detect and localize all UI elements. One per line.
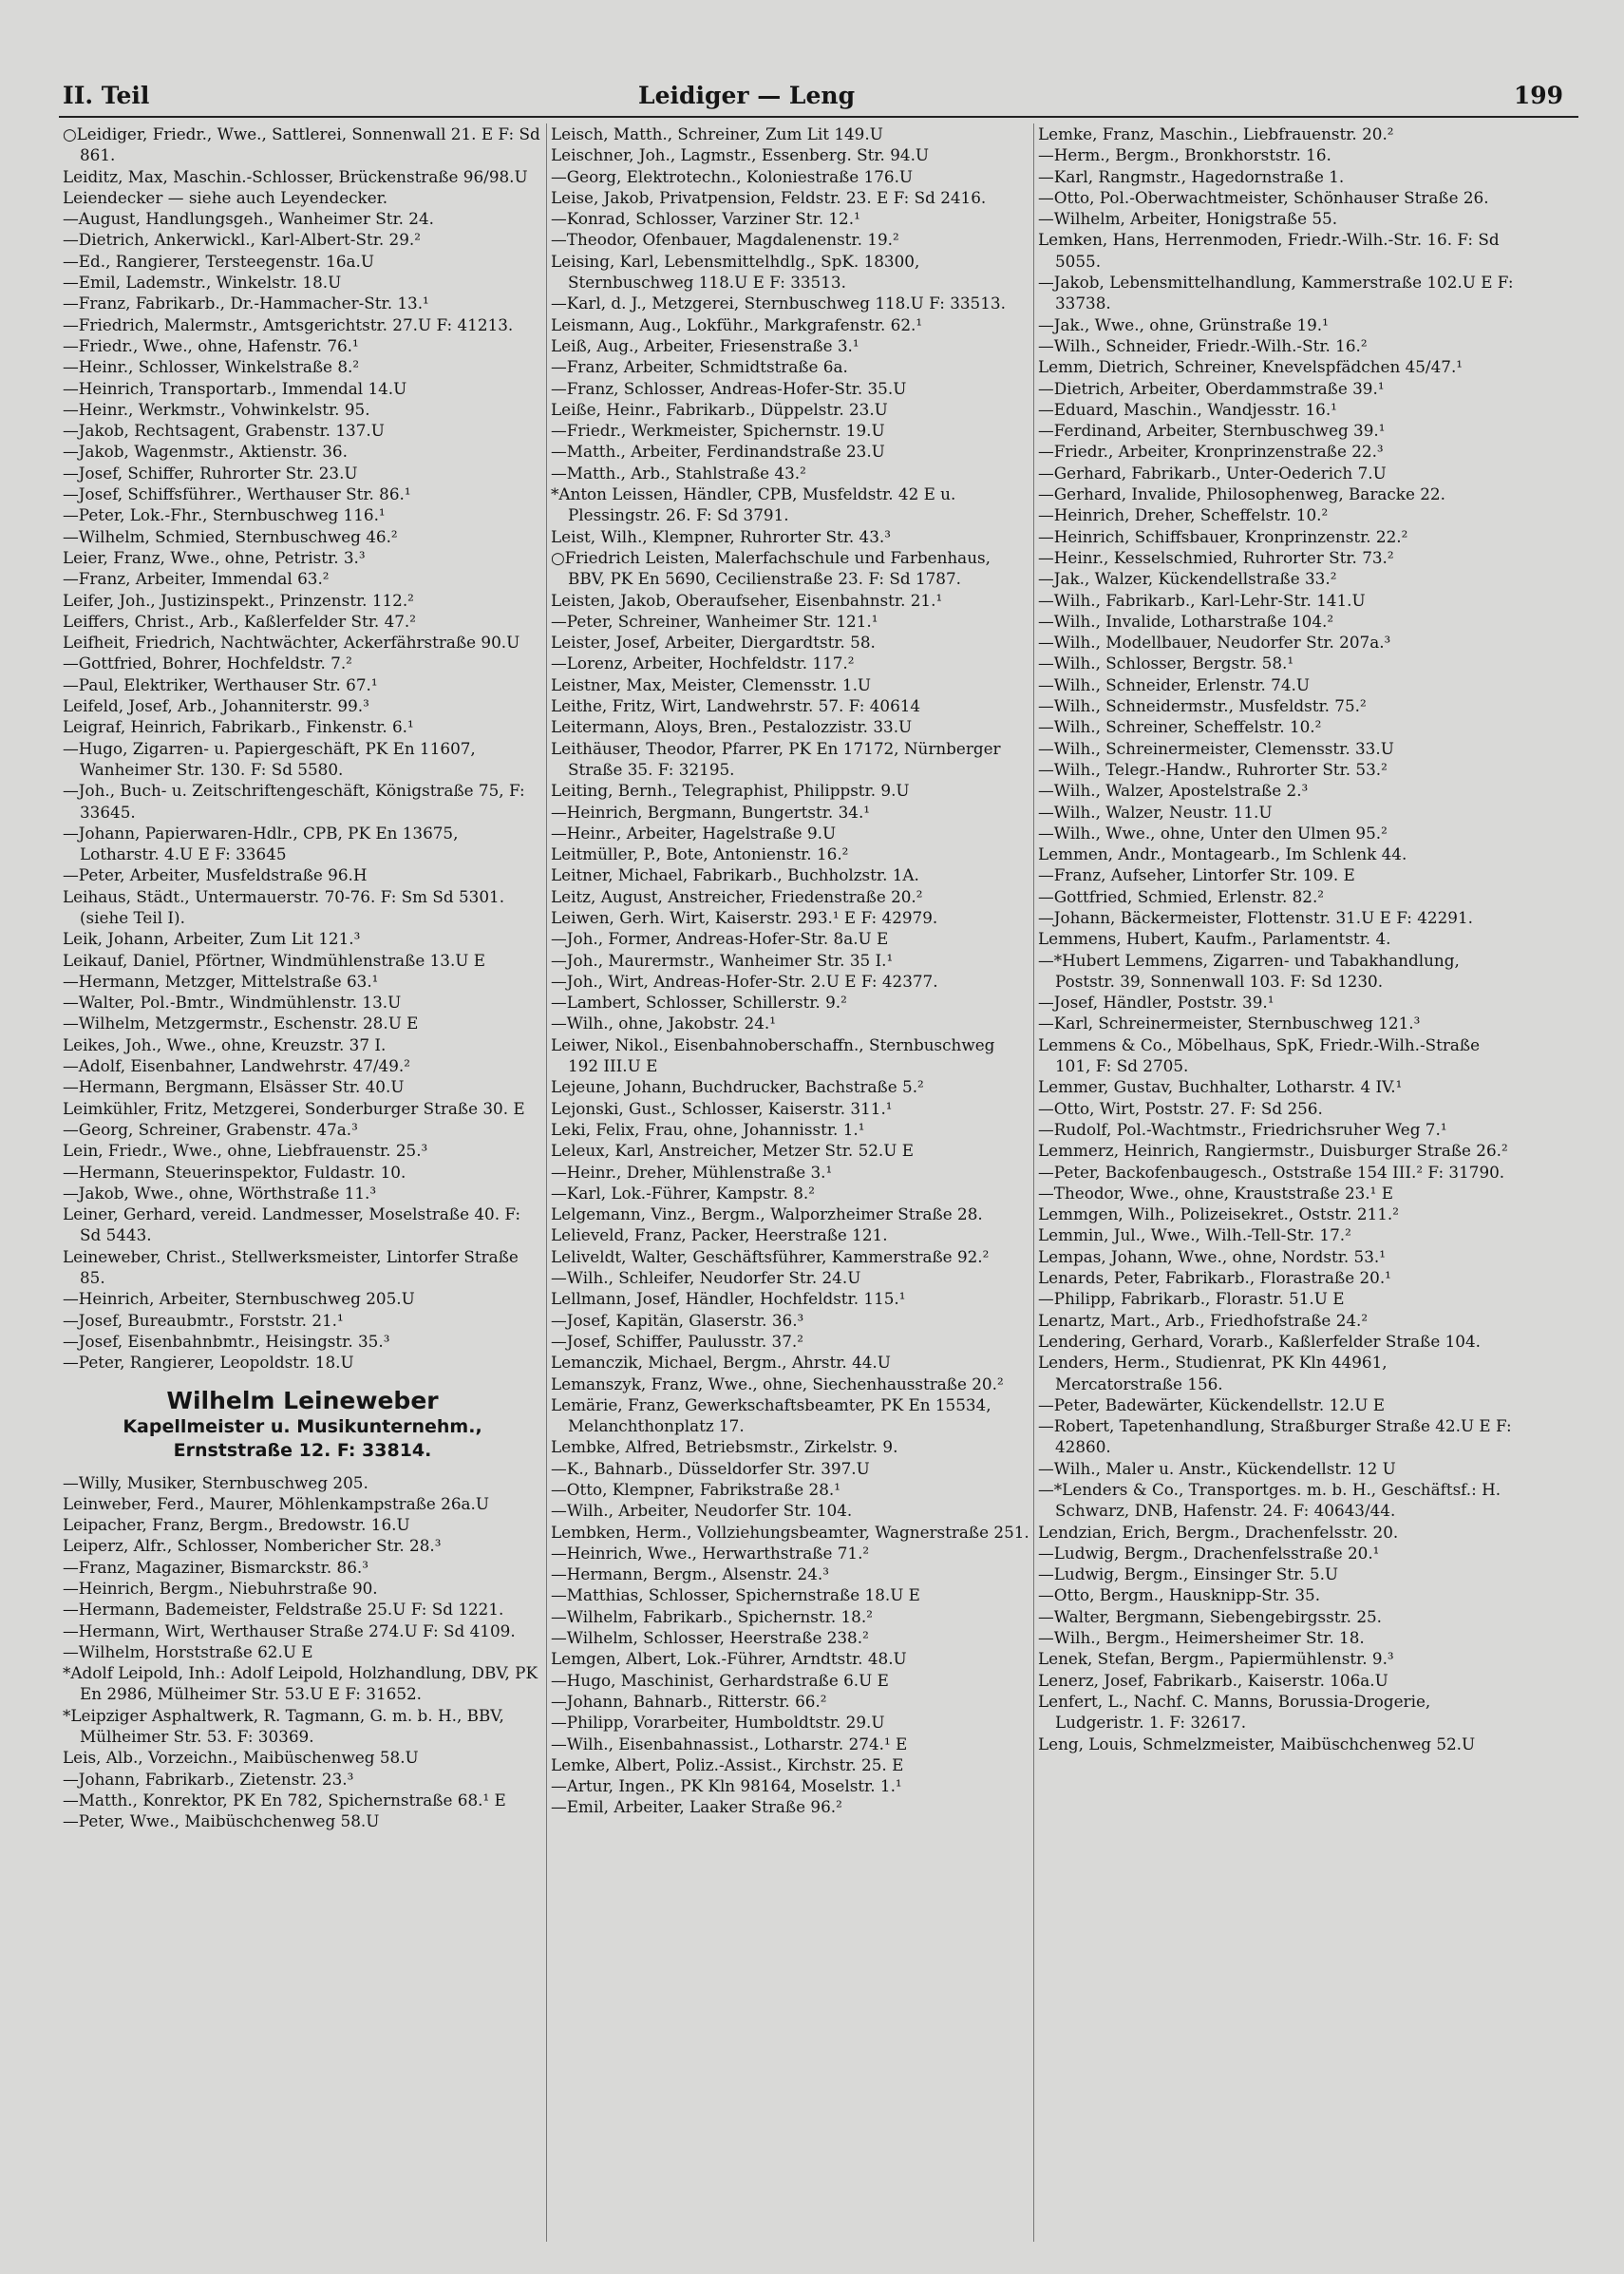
directory-entry: Leikes, Joh., Wwe., ohne, Kreuzstr. 37 I.	[63, 1034, 387, 1054]
directory-entry: Lejeune, Johann, Buchdrucker, Bachstraße 5.²	[551, 1077, 924, 1097]
directory-entry: —Ludwig, Bergm., Drachenfelsstraße 20.¹	[1038, 1543, 1380, 1563]
directory-entry: Lellmann, Josef, Händler, Hochfeldstr. 115.¹	[551, 1289, 906, 1309]
directory-entry: Lemmer, Gustav, Buchhalter, Lotharstr. 4 IV.¹	[1038, 1077, 1403, 1097]
directory-entry: —Karl, Rangmstr., Hagedornstraße 1.	[1038, 166, 1345, 186]
directory-entry: —Ferdinand, Arbeiter, Sternbuschweg 39.¹	[1038, 421, 1386, 441]
directory-entry: Leise, Jakob, Privatpension, Feldstr. 23. E F: Sd 2416.	[551, 187, 987, 207]
directory-entry: Lenfert, L., Nachf. C. Manns, Borussia-Drogerie, Ludgeristr. 1. F: 32617.	[1038, 1691, 1431, 1733]
directory-entry: Leiwer, Nikol., Eisenbahnoberschaffn., Sternbuschweg 192 III.U E	[551, 1034, 995, 1076]
directory-entry: —Wilh., Invalide, Lotharstraße 104.²	[1038, 611, 1334, 631]
directory-entry: —Wilh., Bergm., Heimersheimer Str. 18.	[1038, 1628, 1365, 1648]
directory-entry: Leitmüller, P., Bote, Antonienstr. 16.²	[551, 844, 849, 864]
directory-entry: —Lorenz, Arbeiter, Hochfeldstr. 117.²	[551, 654, 855, 673]
directory-entry: —Peter, Backofenbaugesch., Oststraße 154 III.² F: 31790.	[1038, 1162, 1505, 1182]
directory-entry: Lemanszyk, Franz, Wwe., ohne, Siechenhausstraße 20.²	[551, 1374, 1004, 1393]
directory-entry: —Heinrich, Wwe., Herwarthstraße 71.²	[551, 1543, 870, 1563]
directory-entry: Lelieveld, Franz, Packer, Heerstraße 121.	[551, 1225, 888, 1245]
directory-entry: —Artur, Ingen., PK Kln 98164, Moselstr. 1.¹	[551, 1776, 902, 1796]
directory-entry: —K., Bahnarb., Düsseldorfer Str. 397.U	[551, 1458, 870, 1478]
directory-entry: —Wilh., Walzer, Apostelstraße 2.³	[1038, 781, 1309, 801]
directory-entry: —Franz, Arbeiter, Immendal 63.²	[63, 569, 330, 589]
directory-entry: —Wilhelm, Schmied, Sternbuschweg 46.²	[63, 526, 398, 546]
directory-entry: —Jakob, Rechtsagent, Grabenstr. 137.U	[63, 421, 385, 441]
directory-entry: Lemanczik, Michael, Bergm., Ahrstr. 44.U	[551, 1353, 891, 1373]
directory-entry: Leister, Josef, Arbeiter, Diergardtstr. 58.	[551, 633, 876, 653]
directory-entry: —Wilh., Schneider, Erlenstr. 74.U	[1038, 674, 1311, 694]
ad-line-2: Ernststraße 12. F: 33814.	[173, 1439, 432, 1461]
directory-entry: —Heinr., Kesselschmied, Ruhrorter Str. 73.²	[1038, 547, 1394, 567]
directory-entry: —Dietrich, Ankerwickl., Karl-Albert-Str. 29.²	[63, 230, 421, 250]
directory-entry: Leineweber, Christ., Stellwerksmeister, Lintorfer Straße 85.	[63, 1246, 519, 1288]
directory-entry: Lemke, Franz, Maschin., Liebfrauenstr. 20.²	[1038, 124, 1394, 143]
directory-entry: —Heinrich, Bergmann, Bungertstr. 34.¹	[551, 802, 871, 822]
directory-entry: —Wilhelm, Horststraße 62.U E	[63, 1641, 313, 1661]
directory-entry: —Wilh., Arbeiter, Neudorfer Str. 104.	[551, 1501, 853, 1521]
directory-entry: —Dietrich, Arbeiter, Oberdammstraße 39.¹	[1038, 378, 1385, 398]
directory-entry: —Walter, Bergmann, Siebengebirgsstr. 25.	[1038, 1606, 1383, 1626]
directory-entry: —Heinr., Arbeiter, Hagelstraße 9.U	[551, 823, 837, 843]
directory-entry: Leik, Johann, Arbeiter, Zum Lit 121.³	[63, 929, 361, 949]
directory-entry: Leier, Franz, Wwe., ohne, Petristr. 3.³	[63, 547, 366, 567]
directory-entry: —Hermann, Metzger, Mittelstraße 63.¹	[63, 971, 379, 991]
directory-entry: —Matthias, Schlosser, Spichernstraße 18.U E	[551, 1585, 920, 1605]
directory-entry: Lenders, Herm., Studienrat, PK Kln 44961, Mercatorstraße 156.	[1038, 1353, 1388, 1393]
directory-entry: Leifer, Joh., Justizinspekt., Prinzenstr. 112.²	[63, 590, 414, 610]
directory-entry: —Franz, Arbeiter, Schmidtstraße 6a.	[551, 357, 848, 377]
directory-entry: —Hermann, Bergmann, Elsässer Str. 40.U	[63, 1077, 405, 1097]
directory-entry: —*Lenders & Co., Transportges. m. b. H., Geschäftsf.: H. Schwarz, DNB, Hafenstr. 24. F: 40643/44.	[1038, 1480, 1501, 1521]
directory-entry: —Wilh., Fabrikarb., Karl-Lehr-Str. 141.U	[1038, 590, 1366, 610]
directory-entry: Leng, Louis, Schmelzmeister, Maibüschchenweg 52.U	[1038, 1734, 1476, 1753]
directory-entry: —Georg, Elektrotechn., Koloniestraße 176.U	[551, 166, 914, 186]
directory-entry: —Karl, d. J., Metzgerei, Sternbuschweg 118.U F: 33513.	[551, 294, 1006, 313]
directory-entry: Lein, Friedr., Wwe., ohne, Liebfrauenstr. 25.³	[63, 1141, 428, 1161]
directory-entry: —Emil, Lademstr., Winkelstr. 18.U	[63, 273, 342, 293]
part-label: II. Teil	[63, 82, 150, 109]
directory-entry: —Otto, Pol.-Oberwachtmeister, Schönhauser Straße 26.	[1038, 187, 1489, 207]
directory-entry: —Gottfried, Bohrer, Hochfeldstr. 7.²	[63, 654, 352, 673]
directory-entry: —Josef, Bureaubmtr., Forststr. 21.¹	[63, 1310, 344, 1330]
directory-entry: —Wilh., Schneider, Friedr.-Wilh.-Str. 16.²	[1038, 335, 1368, 355]
directory-entry: —Franz, Aufseher, Lintorfer Str. 109. E	[1038, 865, 1355, 885]
directory-entry: —Joh., Maurermstr., Wanheimer Str. 35 I.¹	[551, 950, 894, 970]
directory-entry: Leithe, Fritz, Wirt, Landwehrstr. 57. F: 40614	[551, 696, 921, 716]
directory-entry: —Wilh., Telegr.-Handw., Ruhrorter Str. 53.²	[1038, 759, 1388, 779]
directory-entry: —Jak., Wwe., ohne, Grünstraße 19.¹	[1038, 314, 1329, 334]
directory-entry: —Karl, Lok.-Führer, Kampstr. 8.²	[551, 1183, 815, 1203]
directory-entry: —Ludwig, Bergm., Einsinger Str. 5.U	[1038, 1564, 1339, 1584]
directory-entry: —Peter, Rangierer, Leopoldstr. 18.U	[63, 1353, 354, 1373]
directory-entry: Lemmens, Hubert, Kaufm., Parlamentstr. 4.	[1038, 929, 1391, 949]
directory-entry: —Emil, Arbeiter, Laaker Straße 96.²	[551, 1797, 842, 1817]
directory-entry: —Joh., Buch- u. Zeitschriftengeschäft, Königstraße 75, F: 33645.	[63, 781, 525, 822]
directory-entry: —Jakob, Wagenmstr., Aktienstr. 36.	[63, 442, 348, 462]
directory-entry: —Jakob, Lebensmittelhandlung, Kammerstraße 102.U E F: 33738.	[1038, 273, 1514, 313]
name-range: Leidiger — Leng	[638, 82, 856, 109]
directory-entry: —Franz, Schlosser, Andreas-Hofer-Str. 35.U	[551, 378, 907, 398]
directory-entry: —Wilh., Schneidermstr., Musfeldstr. 75.²	[1038, 696, 1367, 716]
directory-entry: —Friedr., Arbeiter, Kronprinzenstraße 22.³	[1038, 442, 1384, 462]
directory-entry: Lendering, Gerhard, Vorarb., Kaßlerfelder Straße 104.	[1038, 1331, 1481, 1351]
directory-entry: —Heinr., Schlosser, Winkelstraße 8.²	[63, 357, 360, 377]
directory-entry: —Wilh., Schleifer, Neudorfer Str. 24.U	[551, 1268, 861, 1288]
directory-entry: Lelgemann, Vinz., Bergm., Walporzheimer Straße 28.	[551, 1204, 983, 1224]
directory-entry: ○Friedrich Leisten, Malerfachschule und Farbenhaus, BBV, PK En 5690, Cecilienstraße 23. F: Sd 1787.	[551, 547, 991, 589]
directory-entry: —Walter, Pol.-Bmtr., Windmühlenstr. 13.U	[63, 993, 402, 1013]
directory-entry: Leleux, Karl, Anstreicher, Metzer Str. 52.U E	[551, 1141, 914, 1161]
directory-entry: Leiffers, Christ., Arb., Kaßlerfelder Str. 47.²	[63, 611, 416, 631]
directory-entry: —Friedrich, Malermstr., Amtsgerichtstr. 27.U F: 41213.	[63, 314, 514, 334]
directory-entry: Leisten, Jakob, Oberaufseher, Eisenbahnstr. 21.¹	[551, 590, 943, 610]
directory-entry: —Gerhard, Fabrikarb., Unter-Oederich 7.U	[1038, 463, 1387, 483]
directory-entry: —Wilhelm, Metzgermstr., Eschenstr. 28.U E	[63, 1014, 419, 1033]
directory-entry: —Hugo, Maschinist, Gerhardstraße 6.U E	[551, 1670, 889, 1690]
directory-entry: Lemken, Hans, Herrenmoden, Friedr.-Wilh.-Str. 16. F: Sd 5055.	[1038, 230, 1500, 271]
directory-entry: Leigraf, Heinrich, Fabrikarb., Finkenstr. 6.¹	[63, 717, 414, 737]
directory-entry: Leiendecker — siehe auch Leyendecker.	[63, 187, 388, 207]
directory-entry: Lembken, Herm., Vollziehungsbeamter, Wagnerstraße 251.	[551, 1522, 1029, 1542]
directory-entry: —Jak., Walzer, Kückendellstraße 33.²	[1038, 569, 1337, 589]
directory-entry: —Friedr., Werkmeister, Spichernstr. 19.U	[551, 421, 885, 441]
directory-entry: —Hugo, Zigarren- u. Papiergeschäft, PK En 11607, Wanheimer Str. 130. F: Sd 5580.	[63, 738, 476, 779]
page-header	[59, 76, 1578, 118]
directory-entry: Lembke, Alfred, Betriebsmstr., Zirkelstr. 9.	[551, 1437, 898, 1457]
directory-entry: —Eduard, Maschin., Wandjesstr. 16.¹	[1038, 399, 1337, 419]
directory-entry: —Peter, Badewärter, Kückendellstr. 12.U E	[1038, 1394, 1385, 1414]
directory-entry: Lendzian, Erich, Bergm., Drachenfelsstr. 20.	[1038, 1522, 1399, 1542]
directory-entry: —Heinrich, Transportarb., Immendal 14.U	[63, 378, 407, 398]
columns	[59, 123, 1578, 2242]
column-3	[1033, 123, 1520, 2242]
directory-entry: Lemke, Albert, Poliz.-Assist., Kirchstr. 25. E	[551, 1754, 904, 1774]
directory-entry: —Johann, Bahnarb., Ritterstr. 66.²	[551, 1691, 827, 1711]
directory-entry: —Wilh., Maler u. Anstr., Kückendellstr. 12 U	[1038, 1458, 1396, 1478]
directory-entry: —Wilh., Walzer, Neustr. 11.U	[1038, 802, 1273, 822]
directory-entry: Leiwen, Gerh. Wirt, Kaiserstr. 293.¹ E F: 42979.	[551, 907, 938, 927]
directory-entry: —Theodor, Wwe., ohne, Krauststraße 23.¹ E	[1038, 1183, 1393, 1203]
directory-entry: —Wilh., Schreinermeister, Clemensstr. 33.U	[1038, 738, 1394, 758]
directory-entry: —Matth., Arb., Stahlstraße 43.²	[551, 463, 806, 483]
directory-entry: —Wilh., Eisenbahnassist., Lotharstr. 274.¹ E	[551, 1734, 908, 1753]
directory-entry: *Anton Leissen, Händler, CPB, Musfeldstr. 42 E u. Plessingstr. 26. F: Sd 3791.	[551, 484, 956, 525]
directory-entry: Leikauf, Daniel, Pförtner, Windmühlenstraße 13.U E	[63, 950, 486, 970]
directory-entry: —Peter, Lok.-Fhr., Sternbuschweg 116.¹	[63, 505, 386, 525]
directory-entry: —Peter, Wwe., Maibüschchenweg 58.U	[63, 1811, 380, 1831]
directory-entry: Leisch, Matth., Schreiner, Zum Lit 149.U	[551, 124, 883, 143]
directory-entry: —Heinrich, Dreher, Scheffelstr. 10.²	[1038, 505, 1329, 525]
column-1	[59, 123, 546, 2242]
directory-entry: —Georg, Schreiner, Grabenstr. 47a.³	[63, 1119, 358, 1139]
directory-entry: —Josef, Kapitän, Glaserstr. 36.³	[551, 1310, 804, 1330]
directory-entry: —Jakob, Wwe., ohne, Wörthstraße 11.³	[63, 1183, 377, 1203]
directory-entry: —Philipp, Vorarbeiter, Humboldtstr. 29.U	[551, 1713, 885, 1733]
directory-entry: Lejonski, Gust., Schlosser, Kaiserstr. 311.¹	[551, 1098, 893, 1118]
directory-entry: —Franz, Fabrikarb., Dr.-Hammacher-Str. 13.¹	[63, 294, 429, 313]
directory-entry: Leitner, Michael, Fabrikarb., Buchholzstr. 1A.	[551, 865, 919, 885]
directory-entry: —Konrad, Schlosser, Varziner Str. 12.¹	[551, 209, 860, 229]
directory-entry: Leiperz, Alfr., Schlosser, Nombericher Str. 28.³	[63, 1536, 442, 1556]
directory-entry: —Rudolf, Pol.-Wachtmstr., Friedrichsruher Weg 7.¹	[1038, 1119, 1447, 1139]
directory-entry: —Robert, Tapetenhandlung, Straßburger Straße 42.U E F: 42860.	[1038, 1416, 1512, 1457]
directory-entry: ○Leidiger, Friedr., Wwe., Sattlerei, Sonnenwall 21. E F: Sd 861.	[63, 124, 540, 165]
directory-entry: —Willy, Musiker, Sternbuschweg 205.	[63, 1472, 368, 1492]
directory-entry: —Hermann, Bergm., Alsenstr. 24.³	[551, 1564, 829, 1584]
directory-entry: —Joh., Wirt, Andreas-Hofer-Str. 2.U E F: 42377.	[551, 971, 938, 991]
directory-entry: —Hermann, Wirt, Werthauser Straße 274.U F: Sd 4109.	[63, 1620, 516, 1640]
directory-entry: —*Hubert Lemmens, Zigarren- und Tabakhandlung, Poststr. 39, Sonnenwall 103. F: Sd 1230.	[1038, 950, 1460, 991]
directory-entry: —Josef, Schiffer, Ruhrorter Str. 23.U	[63, 463, 358, 483]
directory-entry: —Josef, Schiffsführer., Werthauser Str. 86.¹	[63, 484, 411, 504]
directory-entry: Lemmen, Andr., Montagearb., Im Schlenk 44.	[1038, 844, 1407, 864]
directory-entry: —Gerhard, Invalide, Philosophenweg, Baracke 22.	[1038, 484, 1445, 504]
directory-entry: —Wilh., Schreiner, Scheffelstr. 10.²	[1038, 717, 1322, 737]
directory-entry: Leithäuser, Theodor, Pfarrer, PK En 17172, Nürnberger Straße 35. F: 32195.	[551, 738, 1001, 779]
directory-entry: —Theodor, Ofenbauer, Magdalenenstr. 19.²	[551, 230, 899, 250]
directory-entry: —Wilh., Schlosser, Bergstr. 58.¹	[1038, 654, 1294, 673]
directory-entry: Leimkühler, Fritz, Metzgerei, Sonderburger Straße 30. E	[63, 1098, 525, 1118]
directory-entry: Leiße, Heinr., Fabrikarb., Düppelstr. 23.U	[551, 399, 888, 419]
directory-entry: Lemmens & Co., Möbelhaus, SpK, Friedr.-Wilh.-Straße 101, F: Sd 2705.	[1038, 1034, 1481, 1076]
directory-entry: *Adolf Leipold, Inh.: Adolf Leipold, Holzhandlung, DBV, PK En 2986, Mülheimer Str. 53.U E F: 31652.	[63, 1663, 538, 1704]
directory-entry: Leifheit, Friedrich, Nachtwächter, Ackerfährstraße 90.U	[63, 633, 520, 653]
directory-entry: Lempas, Johann, Wwe., ohne, Nordstr. 53.¹	[1038, 1246, 1386, 1266]
directory-entry: —Gottfried, Schmied, Erlenstr. 82.²	[1038, 886, 1325, 906]
ad-name: Wilhelm Leineweber	[166, 1386, 439, 1414]
directory-entry: —Matth., Arbeiter, Ferdinandstraße 23.U	[551, 442, 885, 462]
directory-entry: Leki, Felix, Frau, ohne, Johannisstr. 1.¹	[551, 1119, 865, 1139]
directory-entry: —Peter, Schreiner, Wanheimer Str. 121.¹	[551, 611, 878, 631]
directory-entry: —Friedr., Wwe., ohne, Hafenstr. 76.¹	[63, 335, 359, 355]
directory-entry: —Josef, Schiffer, Paulusstr. 37.²	[551, 1331, 803, 1351]
directory-entry: Leistner, Max, Meister, Clemensstr. 1.U	[551, 674, 872, 694]
directory-entry: Leifeld, Josef, Arb., Johanniterstr. 99.³	[63, 696, 369, 716]
directory-entry: Leipacher, Franz, Bergm., Bredowstr. 16.U	[63, 1515, 410, 1535]
directory-entry: Lemmerz, Heinrich, Rangiermstr., Duisburger Straße 26.²	[1038, 1141, 1508, 1161]
directory-entry: —Heinr., Werkmstr., Vohwinkelstr. 95.	[63, 399, 370, 419]
directory-entry: Leitermann, Aloys, Bren., Pestalozzistr. 33.U	[551, 717, 913, 737]
directory-entry: Leiting, Bernh., Telegraphist, Philippstr. 9.U	[551, 781, 910, 801]
directory-entry: —Wilh., ohne, Jakobstr. 24.¹	[551, 1014, 776, 1033]
directory-entry: —Ed., Rangierer, Tersteegenstr. 16a.U	[63, 251, 375, 271]
ad-line-1: Kapellmeister u. Musikunternehm.,	[123, 1415, 482, 1437]
directory-entry: Leliveldt, Walter, Geschäftsführer, Kammerstraße 92.²	[551, 1246, 990, 1266]
directory-entry: Leitz, August, Anstreicher, Friedenstraße 20.²	[551, 886, 923, 906]
directory-entry: —Heinrich, Arbeiter, Sternbuschweg 205.U	[63, 1289, 415, 1309]
directory-entry: Leis, Alb., Vorzeichn., Maibüschenweg 58.U	[63, 1748, 419, 1768]
directory-entry: —Otto, Wirt, Poststr. 27. F: Sd 256.	[1038, 1098, 1323, 1118]
directory-entry: —Paul, Elektriker, Werthauser Str. 67.¹	[63, 674, 378, 694]
directory-entry: —Hermann, Bademeister, Feldstraße 25.U F: Sd 1221.	[63, 1600, 504, 1620]
directory-entry: Leischner, Joh., Lagmstr., Essenberg. Str. 94.U	[551, 145, 930, 165]
directory-entry: Lenartz, Mart., Arb., Friedhofstraße 24.²	[1038, 1310, 1369, 1330]
directory-entry: Lemmin, Jul., Wwe., Wilh.-Tell-Str. 17.²	[1038, 1225, 1351, 1245]
directory-entry: —Johann, Papierwaren-Hdlr., CPB, PK En 13675, Lotharstr. 4.U E F: 33645	[63, 823, 459, 864]
directory-entry: Leiditz, Max, Maschin.-Schlosser, Brückenstraße 96/98.U	[63, 166, 528, 186]
directory-entry: —Wilh., Wwe., ohne, Unter den Ulmen 95.²	[1038, 823, 1388, 843]
directory-entry: —Peter, Arbeiter, Musfeldstraße 96.H	[63, 865, 368, 885]
page-number: 199	[1513, 82, 1563, 109]
directory-entry: —Heinrich, Schiffsbauer, Kronprinzenstr. 22.²	[1038, 526, 1408, 546]
directory-entry: —Johann, Fabrikarb., Zietenstr. 23.³	[63, 1769, 354, 1789]
directory-entry: Lenerz, Josef, Fabrikarb., Kaiserstr. 106a.U	[1038, 1670, 1388, 1690]
directory-entry: —Wilhelm, Schlosser, Heerstraße 238.²	[551, 1628, 869, 1648]
directory-entry: —Adolf, Eisenbahner, Landwehrstr. 47/49.²	[63, 1056, 410, 1076]
directory-entry: Leist, Wilh., Klempner, Ruhrorter Str. 43.³	[551, 526, 891, 546]
directory-entry: —Wilhelm, Arbeiter, Honigstraße 55.	[1038, 209, 1338, 229]
directory-entry: —Joh., Former, Andreas-Hofer-Str. 8a.U E	[551, 929, 889, 949]
directory-entry: *Leipziger Asphaltwerk, R. Tagmann, G. m. b. H., BBV, Mülheimer Str. 53. F: 30369.	[63, 1705, 504, 1747]
column-2	[546, 123, 1033, 2242]
directory-entry: Leising, Karl, Lebensmittelhdlg., SpK. 18300, Sternbuschweg 118.U E F: 33513.	[551, 251, 920, 293]
directory-entry: Leismann, Aug., Lokführ., Markgrafenstr. 62.¹	[551, 314, 923, 334]
directory-entry: Lemmgen, Wilh., Polizeisekret., Oststr. 211.²	[1038, 1204, 1399, 1224]
directory-entry: —Heinrich, Bergm., Niebuhrstraße 90.	[63, 1579, 378, 1598]
directory-entry: Lemärie, Franz, Gewerkschaftsbeamter, PK En 15534, Melanchthonplatz 17.	[551, 1394, 991, 1436]
directory-entry: Leiß, Aug., Arbeiter, Friesenstraße 3.¹	[551, 335, 859, 355]
directory-entry: —Josef, Eisenbahnbmtr., Heisingstr. 35.³	[63, 1331, 390, 1351]
directory-entry: Leinweber, Ferd., Maurer, Möhlenkampstraße 26a.U	[63, 1493, 490, 1513]
directory-entry: —Wilhelm, Fabrikarb., Spichernstr. 18.²	[551, 1606, 873, 1626]
directory-entry: —Wilh., Modellbauer, Neudorfer Str. 207a.³	[1038, 633, 1391, 653]
directory-entry: —Otto, Bergm., Hausknipp-Str. 35.	[1038, 1585, 1321, 1605]
directory-entry: Lenek, Stefan, Bergm., Papiermühlenstr. 9.³	[1038, 1649, 1394, 1669]
directory-entry: Lemm, Dietrich, Schreiner, Knevelspfädchen 45/47.¹	[1038, 357, 1463, 377]
directory-entry: —August, Handlungsgeh., Wanheimer Str. 24.	[63, 209, 434, 229]
directory-entry: —Karl, Schreinermeister, Sternbuschweg 121.³	[1038, 1014, 1421, 1033]
directory-entry: —Matth., Konrektor, PK En 782, Spichernstraße 68.¹ E	[63, 1790, 506, 1810]
directory-entry: Leihaus, Städt., Untermauerstr. 70-76. F: Sm Sd 5301. (siehe Teil I).	[63, 886, 505, 927]
directory-entry: Leiner, Gerhard, vereid. Landmesser, Moselstraße 40. F: Sd 5443.	[63, 1204, 521, 1245]
directory-entry: —Heinr., Dreher, Mühlenstraße 3.¹	[551, 1162, 833, 1182]
directory-entry: —Otto, Klempner, Fabrikstraße 28.¹	[551, 1480, 840, 1499]
directory-entry: Lemgen, Albert, Lok.-Führer, Arndtstr. 48.U	[551, 1649, 907, 1669]
directory-entry: —Franz, Magaziner, Bismarckstr. 86.³	[63, 1557, 368, 1577]
directory-entry: —Josef, Händler, Poststr. 39.¹	[1038, 993, 1275, 1013]
directory-entry: —Philipp, Fabrikarb., Florastr. 51.U E	[1038, 1289, 1345, 1309]
directory-entry: —Johann, Bäckermeister, Flottenstr. 31.U E F: 42291.	[1038, 907, 1473, 927]
directory-entry: —Herm., Bergm., Bronkhorststr. 16.	[1038, 145, 1331, 165]
directory-entry: —Lambert, Schlosser, Schillerstr. 9.²	[551, 993, 847, 1013]
directory-entry: Lenards, Peter, Fabrikarb., Florastraße 20.¹	[1038, 1268, 1391, 1288]
advertisement	[63, 1387, 542, 1463]
directory-entry: —Hermann, Steuerinspektor, Fuldastr. 10.	[63, 1162, 406, 1182]
